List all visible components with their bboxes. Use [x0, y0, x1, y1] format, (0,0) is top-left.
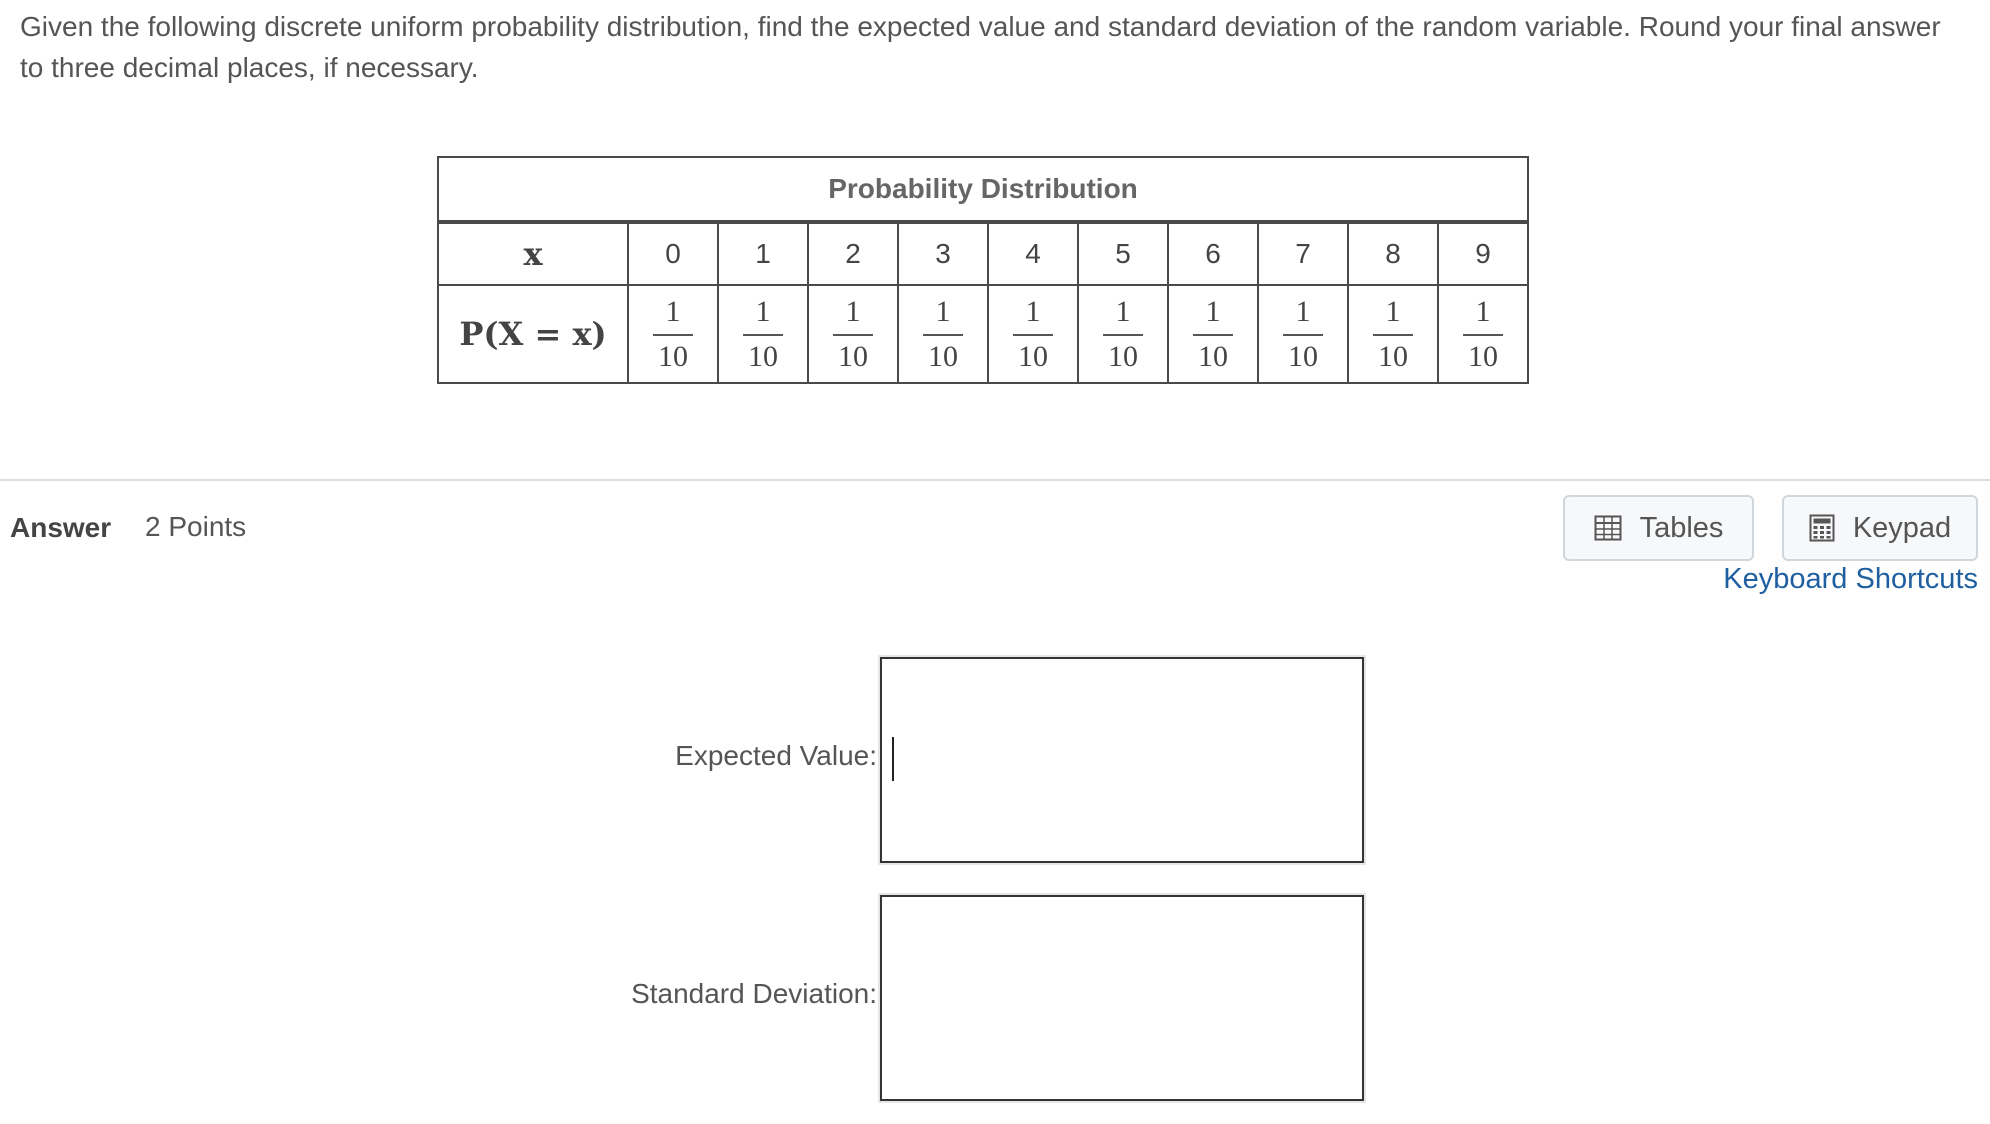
numerator: 1: [1295, 294, 1311, 328]
probability-cell: [718, 285, 808, 383]
calculator-icon: [1809, 514, 1835, 542]
denominator: 10: [748, 339, 778, 373]
expected-value-input[interactable]: [882, 659, 1362, 861]
expected-value-label: Expected Value:: [675, 740, 877, 771]
probability-cell: [808, 285, 898, 383]
fraction-bar: [833, 334, 873, 336]
x-value: 9: [1438, 222, 1528, 285]
section-divider: [0, 479, 1990, 481]
keypad-button-label: Keypad: [1852, 511, 1952, 544]
numerator: 1: [755, 294, 771, 328]
fraction: [1463, 295, 1503, 374]
denominator: 10: [658, 339, 688, 373]
probability-header: P(X = x): [438, 285, 628, 383]
x-value: 5: [1078, 222, 1168, 285]
numerator: 1: [1385, 294, 1401, 328]
x-value: 6: [1168, 222, 1258, 285]
fraction-bar: [1193, 334, 1233, 336]
fraction-bar: [743, 334, 783, 336]
standard-deviation-box[interactable]: [880, 895, 1364, 1101]
x-value: 8: [1348, 222, 1438, 285]
denominator: 10: [838, 339, 868, 373]
answer-label: Answer: [10, 512, 112, 543]
table-row-x: [438, 222, 1528, 285]
numerator: 1: [1205, 294, 1221, 328]
fraction-bar: [1283, 334, 1323, 336]
fraction: [1103, 295, 1143, 374]
x-value: 3: [898, 222, 988, 285]
denominator: 10: [1108, 339, 1138, 373]
probability-cell: [1438, 285, 1528, 383]
numerator: 1: [1475, 294, 1491, 328]
denominator: 10: [1288, 339, 1318, 373]
table-row-probability: [438, 285, 1528, 383]
tables-button-label: Tables: [1639, 511, 1724, 544]
fraction: [743, 295, 783, 374]
fraction: [923, 295, 963, 374]
x-value: 4: [988, 222, 1078, 285]
expected-value-box[interactable]: [880, 657, 1364, 863]
numerator: 1: [1115, 294, 1131, 328]
points-label: 2 Points: [145, 511, 247, 542]
fraction: [653, 295, 693, 374]
fraction: [1013, 295, 1053, 374]
fraction: [1193, 295, 1233, 374]
text-caret: [892, 737, 894, 781]
probability-cell: [628, 285, 718, 383]
probability-cell: [1258, 285, 1348, 383]
probability-cell: [1078, 285, 1168, 383]
probability-cell: [1168, 285, 1258, 383]
x-header: x: [438, 222, 628, 285]
table-grid-icon: [1594, 515, 1622, 541]
standard-deviation-input[interactable]: [882, 897, 1362, 1099]
table-caption: Probability Distribution: [438, 157, 1528, 222]
probability-cell: [988, 285, 1078, 383]
x-value: 7: [1258, 222, 1348, 285]
tables-button[interactable]: [1563, 495, 1754, 561]
keyboard-shortcuts-link[interactable]: Keyboard Shortcuts: [1723, 563, 1978, 595]
fraction: [833, 295, 873, 374]
numerator: 1: [665, 294, 681, 328]
fraction-bar: [1463, 334, 1503, 336]
numerator: 1: [1025, 294, 1041, 328]
denominator: 10: [928, 339, 958, 373]
standard-deviation-label: Standard Deviation:: [631, 978, 877, 1009]
question-text: Given the following discrete uniform probability distribution, find the expected value and standard deviation of the random variable. Round your final answer to three decimal places, if necessary.: [20, 11, 1941, 83]
fraction-bar: [653, 334, 693, 336]
fraction-bar: [1373, 334, 1413, 336]
fraction-bar: [1103, 334, 1143, 336]
x-value: 2: [808, 222, 898, 285]
x-value: 1: [718, 222, 808, 285]
probability-cell: [898, 285, 988, 383]
fraction: [1373, 295, 1413, 374]
probability-distribution-table: [437, 156, 1529, 384]
keypad-button[interactable]: [1782, 495, 1978, 561]
fraction: [1283, 295, 1323, 374]
numerator: 1: [935, 294, 951, 328]
denominator: 10: [1018, 339, 1048, 373]
fraction-bar: [923, 334, 963, 336]
numerator: 1: [845, 294, 861, 328]
denominator: 10: [1468, 339, 1498, 373]
x-value: 0: [628, 222, 718, 285]
fraction-bar: [1013, 334, 1053, 336]
denominator: 10: [1378, 339, 1408, 373]
denominator: 10: [1198, 339, 1228, 373]
probability-cell: [1348, 285, 1438, 383]
